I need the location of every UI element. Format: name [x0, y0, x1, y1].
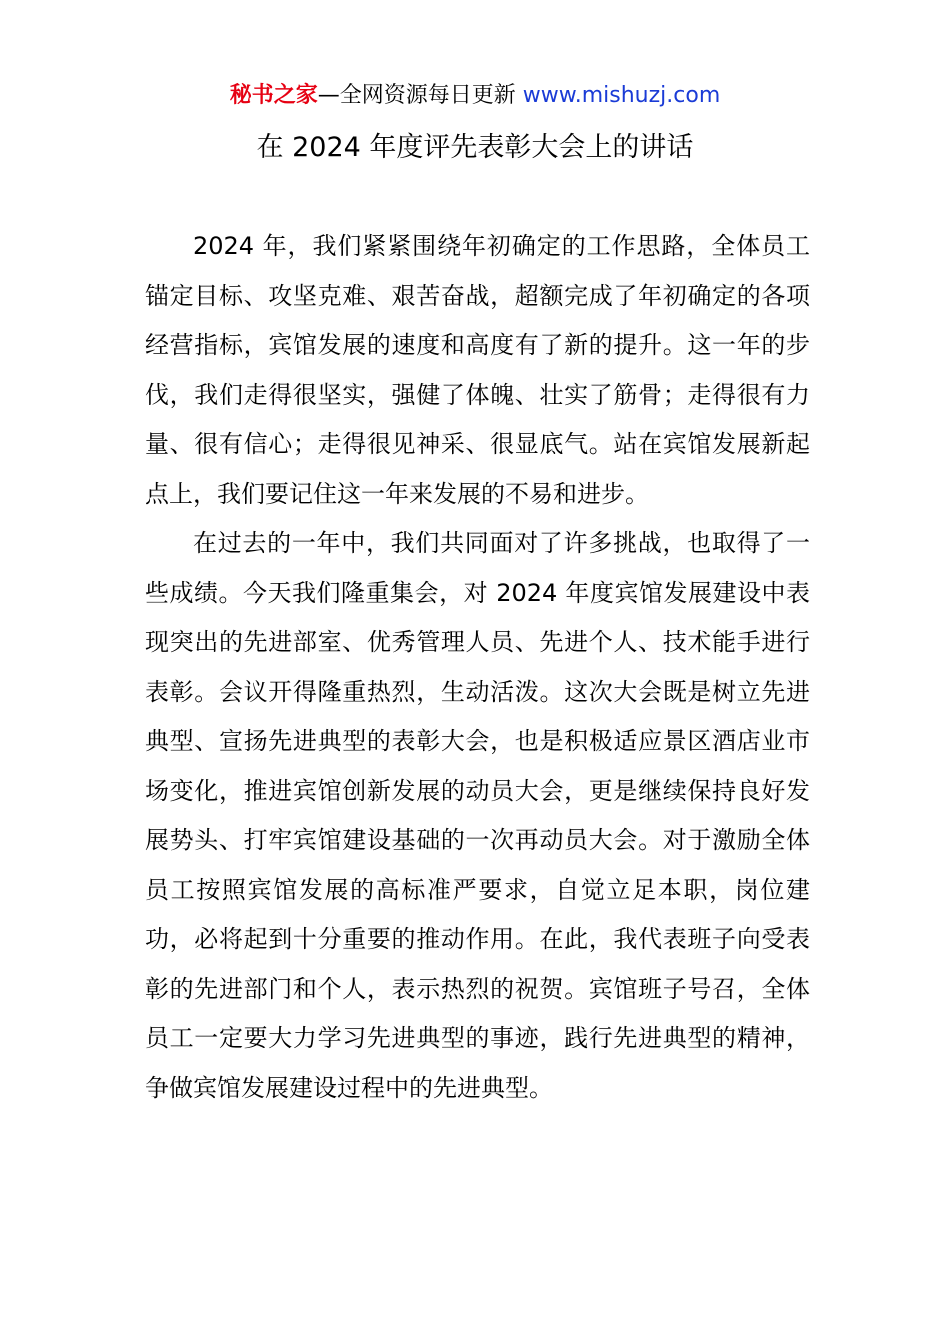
document-body	[145, 222, 810, 1113]
site-url: www.mishuzj.com	[522, 83, 721, 108]
site-header	[0, 80, 950, 112]
paragraph: 2024 年，我们紧紧围绕年初确定的工作思路，全体员工锚定目标、攻坚克难、艰苦奋战，超额完成了年初确定的各项经营指标，宾馆发展的速度和高度有了新的提升。这一年的步伐，我们走得很坚实，强健了体魄、壮实了筋骨；走得很有力量、很有信心；走得很见神采、很显底气。站在宾馆发展新起点上，我们要记住这一年来发展的不易和进步。	[145, 232, 810, 508]
document-title: 在 2024 年度评先表彰大会上的讲话	[256, 132, 694, 163]
header-tagline: —全网资源每日更新	[317, 83, 516, 108]
paragraph: 在过去的一年中，我们共同面对了许多挑战，也取得了一些成绩。今天我们隆重集会，对 2024 年度宾馆发展建设中表现突出的先进部室、优秀管理人员、先进个人、技术能手进行表彰。会议开得隆重热烈，生动活泼。这次大会既是树立先进典型、宣扬先进典型的表彰大会，也是积极适应景区酒店业市场变化，推进宾馆创新发展的动员大会，更是继续保持良好发展势头、打牢宾馆建设基础的一次再动员大会。对于激励全体员工按照宾馆发展的高标准严要求，自觉立足本职，岗位建功，必将起到十分重要的推动作用。在此，我代表班子向受表彰的先进部门和个人，表示热烈的祝贺。宾馆班子号召，全体员工一定要大力学习先进典型的事迹，践行先进典型的精神，争做宾馆发展建设过程中的先进典型。	[145, 529, 810, 1102]
brand-name: 秘书之家	[229, 83, 318, 108]
